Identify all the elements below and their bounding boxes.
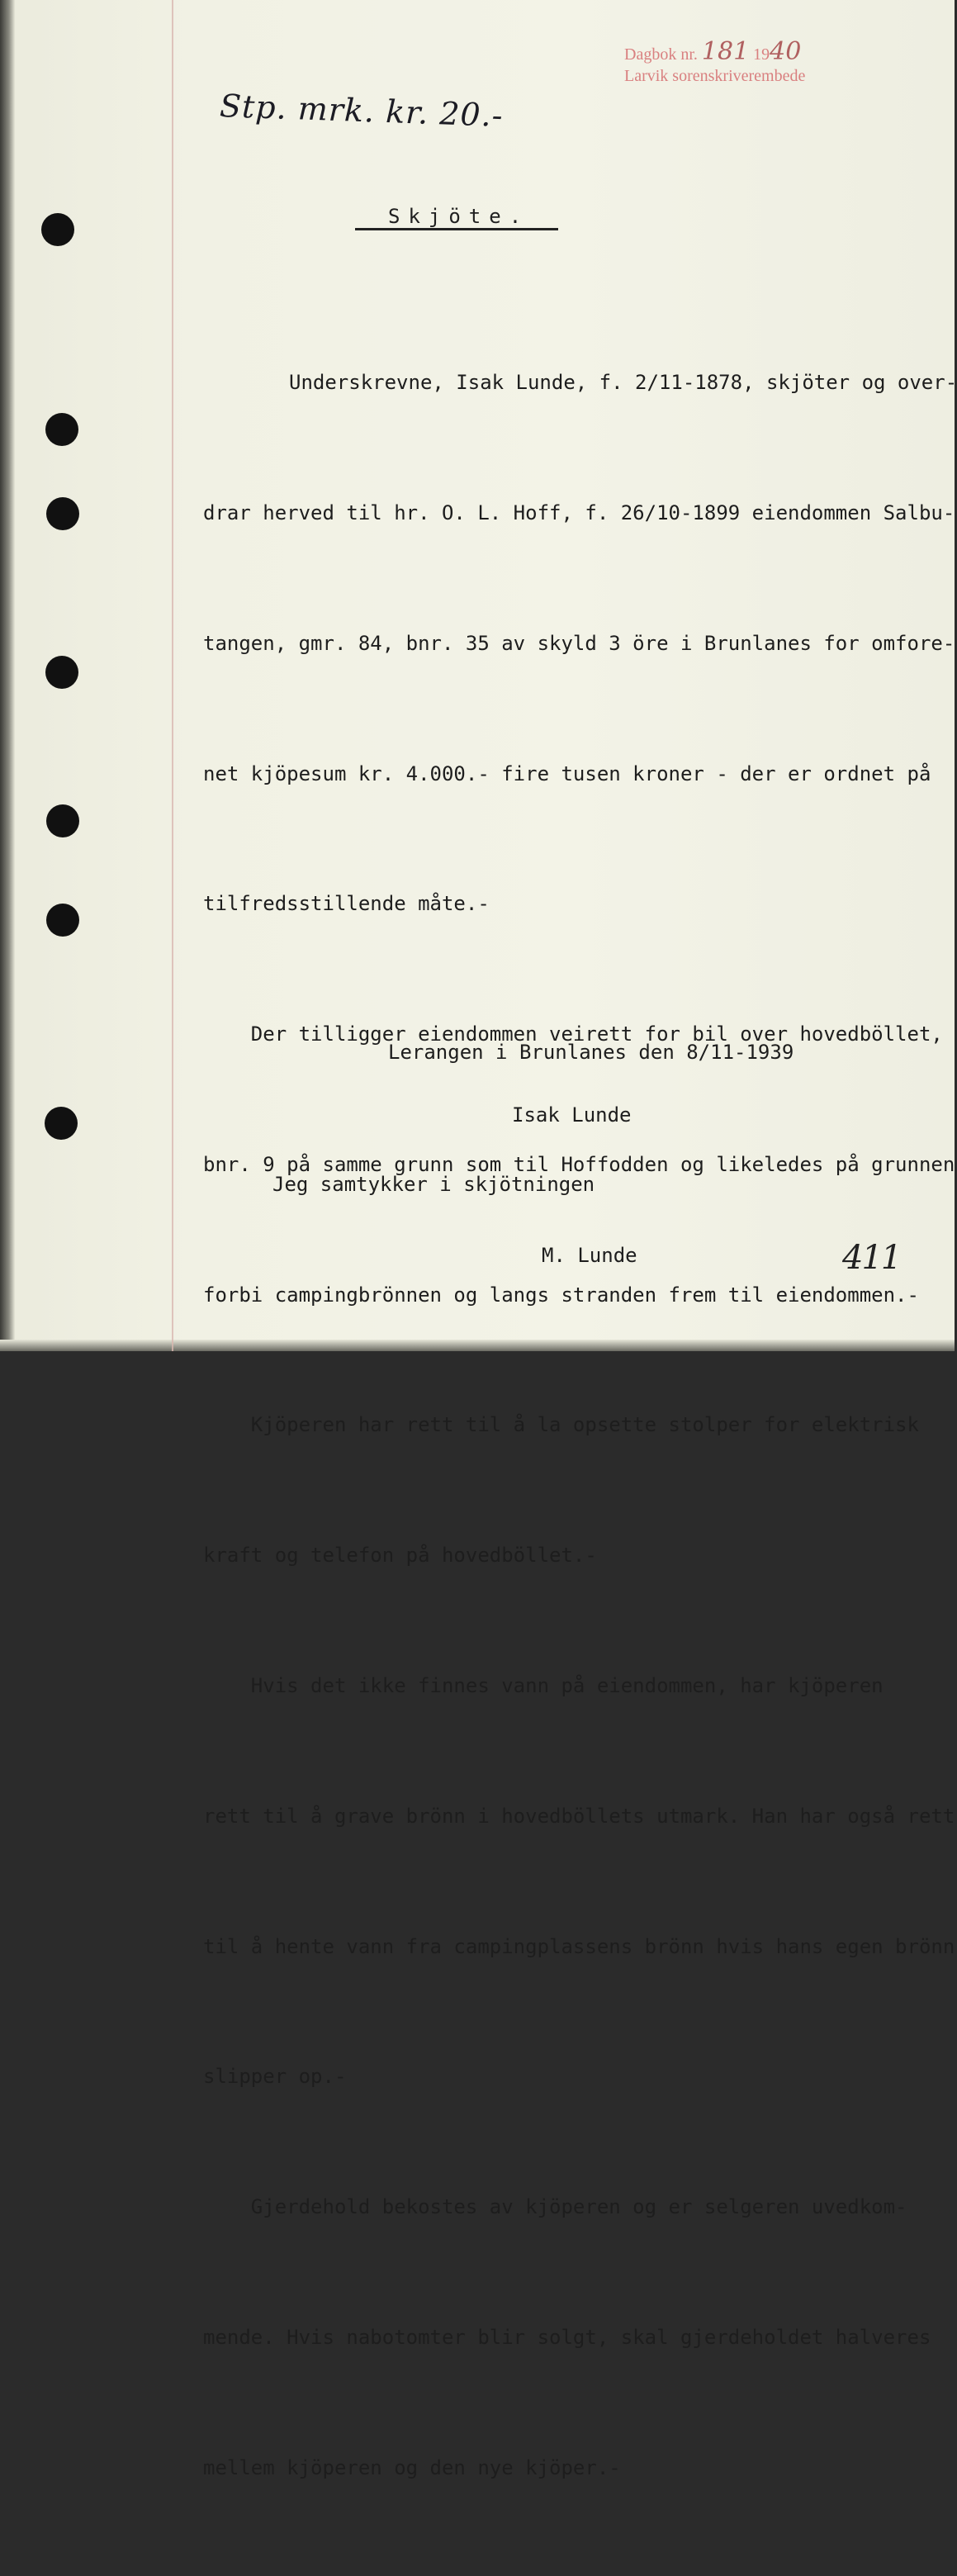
consent-signature: M. Lunde <box>542 1244 637 1267</box>
stamp-duty-note: Stp. mrk. kr. 20.- <box>219 88 505 134</box>
punch-hole <box>46 804 79 837</box>
punch-hole <box>45 1107 78 1140</box>
place-and-date: Lerangen i Brunlanes den 8/11-1939 <box>388 1041 794 1064</box>
punch-hole <box>46 904 79 937</box>
body-line: Gjerdehold bekostes av kjöperen og er selgeren uvedkom- <box>203 2195 907 2219</box>
scan-left-edge <box>0 0 15 1351</box>
dagbok-number: 181 <box>701 37 750 66</box>
dagbok-label: Dagbok nr. <box>624 45 698 64</box>
body-line: rett til å grave brönn i hovedböllets utmark. Han har også rett <box>203 1804 955 1828</box>
body-line: Der tilligger eiendommen veirett for bil over hovedböllet, <box>203 1022 943 1046</box>
body-line: Kjöperen har rett til å la opsette stolper for elektrisk <box>203 1413 919 1437</box>
registry-stamp <box>624 37 806 87</box>
body-line: net kjöpesum kr. 4.000.- fire tusen kroner - der er ordnet på <box>203 761 931 785</box>
punch-hole <box>45 656 78 689</box>
punch-hole <box>45 413 78 446</box>
document-title: Skjöte. <box>388 205 530 228</box>
margin-line <box>172 0 173 1351</box>
seller-signature: Isak Lunde <box>512 1103 632 1127</box>
page-number: 411 <box>842 1239 901 1277</box>
title-underline <box>355 228 558 230</box>
consent-statement: Jeg samtykker i skjötningen <box>272 1173 595 1196</box>
office-name: Larvik sorenskriverembede <box>624 67 806 85</box>
body-line: kraft og telefon på hovedböllet.- <box>203 1544 597 1568</box>
body-line: tilfredsstillende måte.- <box>203 892 490 916</box>
body-line: bnr. 9 på samme grunn som til Hoffodden og likeledes på grunnen <box>203 1152 955 1176</box>
body-line: mende. Hvis nabotomter blir solgt, skal gjerdeholdet halveres <box>203 2325 931 2349</box>
deed-body <box>203 274 957 2576</box>
body-line: Underskrevne, Isak Lunde, f. 2/11-1878, skjöter og over- <box>289 371 957 395</box>
body-line: Hvis det ikke finnes vann på eiendommen, har kjöperen <box>203 1674 884 1697</box>
body-line: til å hente vann fra campingplassens brönn hvis hans egen brönn <box>203 1934 955 1958</box>
year-prefix: 19 <box>753 45 770 64</box>
year-suffix: 40 <box>770 37 802 66</box>
body-line: forbi campingbrönnen og langs stranden frem til eiendommen.- <box>203 1283 919 1307</box>
body-line: drar herved til hr. O. L. Hoff, f. 26/10-1899 eiendommen Salbu- <box>203 500 955 524</box>
punch-hole <box>46 497 79 530</box>
body-line: tangen, gmr. 84, bnr. 35 av skyld 3 öre i Brunlanes for omfore- <box>203 631 955 655</box>
punch-hole <box>41 213 74 246</box>
body-line: mellem kjöperen og den nye kjöper.- <box>203 2455 621 2479</box>
body-line: slipper op.- <box>203 2065 347 2089</box>
